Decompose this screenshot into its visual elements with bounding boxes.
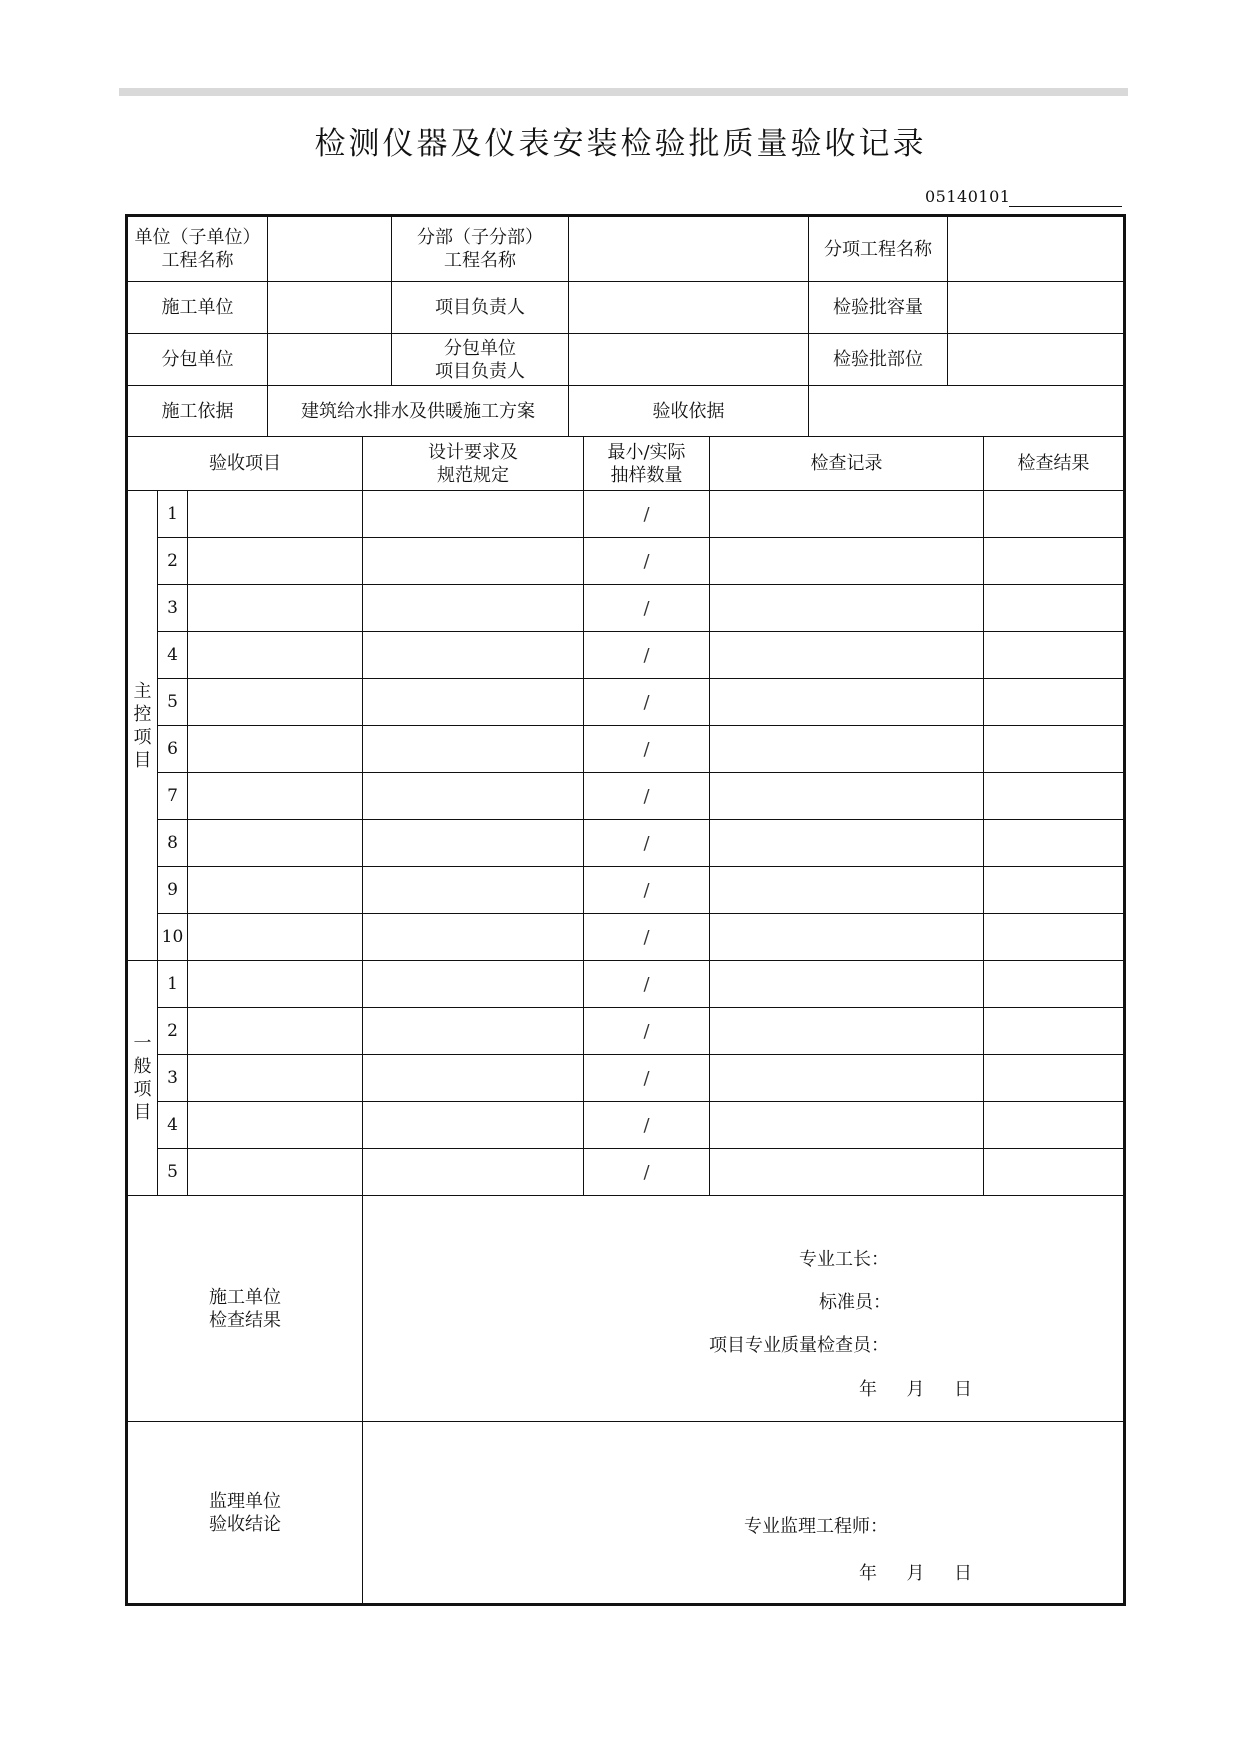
header-row-basis <box>127 386 1125 437</box>
division-label-line2: 工程名称 <box>444 250 517 271</box>
col-check-result: 检查结果 <box>984 437 1125 491</box>
check-result-cell[interactable] <box>984 632 1125 679</box>
item-name-cell[interactable] <box>188 773 363 820</box>
general-char: 项 <box>133 1079 152 1100</box>
check-result-cell[interactable] <box>984 1149 1125 1196</box>
check-result-cell[interactable] <box>984 961 1125 1008</box>
table-row <box>127 820 1125 867</box>
check-result-cell[interactable] <box>984 867 1125 914</box>
col-design-line2: 规范规定 <box>437 464 510 486</box>
sample-quantity-cell[interactable]: / <box>584 867 710 914</box>
top-decorative-bar <box>119 88 1128 96</box>
header-row-contractor <box>127 282 1125 334</box>
general-char: 目 <box>133 1102 152 1123</box>
main-control-char: 项 <box>133 726 152 748</box>
contractor-date <box>859 1378 972 1401</box>
design-requirement-cell[interactable] <box>363 1055 584 1102</box>
row-number: 9 <box>158 867 188 914</box>
row-number: 1 <box>158 491 188 538</box>
general-items-label <box>127 961 158 1196</box>
sample-quantity-cell[interactable]: / <box>584 1008 710 1055</box>
sample-quantity-cell[interactable]: / <box>584 773 710 820</box>
check-record-cell[interactable] <box>710 961 984 1008</box>
check-result-cell[interactable] <box>984 773 1125 820</box>
subcontractor-pm-field[interactable] <box>569 334 809 386</box>
project-manager-field[interactable] <box>569 282 809 334</box>
col-design-requirement <box>363 437 584 491</box>
col-sample-quantity <box>584 437 710 491</box>
acceptance-record-table <box>125 214 1126 1606</box>
design-requirement-cell[interactable] <box>363 1149 584 1196</box>
row-number: 5 <box>158 679 188 726</box>
row-number: 4 <box>158 632 188 679</box>
construction-basis-label: 施工依据 <box>127 386 268 437</box>
check-record-cell[interactable] <box>710 773 984 820</box>
design-requirement-cell[interactable] <box>363 961 584 1008</box>
item-name-cell[interactable] <box>188 491 363 538</box>
year-label: 年 <box>859 1563 878 1584</box>
item-name-cell[interactable] <box>188 1008 363 1055</box>
sample-quantity-cell[interactable]: / <box>584 961 710 1008</box>
row-number: 8 <box>158 820 188 867</box>
design-requirement-cell[interactable] <box>363 867 584 914</box>
table-row <box>127 1102 1125 1149</box>
contractor-check-label <box>127 1196 363 1422</box>
batch-capacity-label: 检验批容量 <box>809 282 948 334</box>
design-requirement-cell[interactable] <box>363 632 584 679</box>
table-row <box>127 632 1125 679</box>
contractor-field[interactable] <box>268 282 392 334</box>
acceptance-basis-field[interactable] <box>809 386 1125 437</box>
design-requirement-cell[interactable] <box>363 585 584 632</box>
check-record-cell[interactable] <box>710 726 984 773</box>
check-record-cell[interactable] <box>710 867 984 914</box>
check-result-cell[interactable] <box>984 914 1125 961</box>
check-record-cell[interactable] <box>710 679 984 726</box>
check-record-cell[interactable] <box>710 1055 984 1102</box>
item-name-cell[interactable] <box>188 961 363 1008</box>
subcontractor-label: 分包单位 <box>127 334 268 386</box>
design-requirement-cell[interactable] <box>363 773 584 820</box>
item-name-cell[interactable] <box>188 1149 363 1196</box>
sample-quantity-cell[interactable]: / <box>584 914 710 961</box>
unit-project-name-field[interactable] <box>268 216 392 282</box>
project-manager-label: 项目负责人 <box>392 282 569 334</box>
sample-quantity-cell[interactable]: / <box>584 1102 710 1149</box>
batch-capacity-field[interactable] <box>948 282 1125 334</box>
design-requirement-cell[interactable] <box>363 914 584 961</box>
contractor-check-signature-area[interactable] <box>363 1196 1125 1422</box>
sample-quantity-cell[interactable]: / <box>584 726 710 773</box>
subitem-name-label: 分项工程名称 <box>809 216 948 282</box>
row-number: 1 <box>158 961 188 1008</box>
design-requirement-cell[interactable] <box>363 1102 584 1149</box>
col-design-line1: 设计要求及 <box>428 441 519 463</box>
batch-location-field[interactable] <box>948 334 1125 386</box>
general-char: 般 <box>133 1056 152 1077</box>
month-label: 月 <box>906 1563 925 1584</box>
row-number: 2 <box>158 1008 188 1055</box>
check-result-cell[interactable] <box>984 1008 1125 1055</box>
standard-officer-label: 标准员： <box>819 1292 892 1313</box>
column-header-row <box>127 437 1125 491</box>
subitem-name-field[interactable] <box>948 216 1125 282</box>
subcontractor-pm-label <box>392 334 569 386</box>
main-control-items-label <box>127 491 158 961</box>
acceptance-basis-label: 验收依据 <box>569 386 809 437</box>
table-row <box>127 538 1125 585</box>
sample-quantity-cell[interactable]: / <box>584 820 710 867</box>
row-number: 6 <box>158 726 188 773</box>
sample-quantity-cell[interactable]: / <box>584 1055 710 1102</box>
contractor-label: 施工单位 <box>127 282 268 334</box>
check-result-cell[interactable] <box>984 679 1125 726</box>
subcontractor-field[interactable] <box>268 334 392 386</box>
table-row <box>127 773 1125 820</box>
table-row <box>127 585 1125 632</box>
sample-quantity-cell[interactable]: / <box>584 491 710 538</box>
item-name-cell[interactable] <box>188 914 363 961</box>
supervisor-label-line1: 监理单位 <box>209 1490 282 1512</box>
table-row <box>127 491 1125 538</box>
table-row <box>127 914 1125 961</box>
supervising-engineer-label: 专业监理工程师： <box>744 1516 889 1537</box>
header-row-subcontractor <box>127 334 1125 386</box>
page-title: 检测仪器及仪表安装检验批质量验收记录 <box>314 126 927 162</box>
division-project-name-label <box>392 216 569 282</box>
year-label: 年 <box>859 1379 878 1400</box>
col-check-record: 检查记录 <box>710 437 984 491</box>
check-result-cell[interactable] <box>984 726 1125 773</box>
check-record-cell[interactable] <box>710 538 984 585</box>
row-number: 4 <box>158 1102 188 1149</box>
design-requirement-cell[interactable] <box>363 538 584 585</box>
row-number: 10 <box>158 914 188 961</box>
supervisor-signature-area[interactable] <box>363 1422 1125 1605</box>
main-control-char: 控 <box>133 703 152 725</box>
item-name-cell[interactable] <box>188 538 363 585</box>
design-requirement-cell[interactable] <box>363 679 584 726</box>
check-record-cell[interactable] <box>710 1149 984 1196</box>
table-row <box>127 867 1125 914</box>
design-requirement-cell[interactable] <box>363 491 584 538</box>
check-result-cell[interactable] <box>984 538 1125 585</box>
sub-pm-label-line2: 项目负责人 <box>435 360 526 382</box>
check-record-cell[interactable] <box>710 914 984 961</box>
unit-label-line2: 工程名称 <box>161 250 234 271</box>
table-row <box>127 961 1125 1008</box>
check-result-cell[interactable] <box>984 585 1125 632</box>
form-code-underline <box>1009 206 1122 207</box>
day-label: 日 <box>953 1379 972 1400</box>
item-name-cell[interactable] <box>188 1102 363 1149</box>
general-char: 一 <box>133 1033 152 1054</box>
sample-quantity-cell[interactable]: / <box>584 585 710 632</box>
check-record-cell[interactable] <box>710 585 984 632</box>
table-row <box>127 1055 1125 1102</box>
check-result-cell[interactable] <box>984 1055 1125 1102</box>
check-record-cell[interactable] <box>710 820 984 867</box>
contractor-check-label-line1: 施工单位 <box>209 1286 282 1308</box>
check-record-cell[interactable] <box>710 1008 984 1055</box>
month-label: 月 <box>906 1379 925 1400</box>
col-acceptance-item: 验收项目 <box>127 437 363 491</box>
row-number: 7 <box>158 773 188 820</box>
col-sample-line2: 抽样数量 <box>610 464 683 486</box>
item-name-cell[interactable] <box>188 1055 363 1102</box>
division-label-line1: 分部（子分部） <box>417 227 544 248</box>
row-number: 3 <box>158 1055 188 1102</box>
batch-location-label: 检验批部位 <box>809 334 948 386</box>
sub-pm-label-line1: 分包单位 <box>444 337 517 359</box>
sample-quantity-cell[interactable]: / <box>584 679 710 726</box>
check-record-cell[interactable] <box>710 632 984 679</box>
table-row <box>127 1008 1125 1055</box>
table-row <box>127 679 1125 726</box>
header-row-project <box>127 216 1125 282</box>
item-name-cell[interactable] <box>188 632 363 679</box>
row-number: 2 <box>158 538 188 585</box>
table-row <box>127 726 1125 773</box>
foreman-label: 专业工长： <box>799 1249 890 1270</box>
construction-basis-value[interactable]: 建筑给水排水及供暖施工方案 <box>268 386 569 437</box>
main-control-char: 主 <box>133 680 152 702</box>
check-result-cell[interactable] <box>984 491 1125 538</box>
main-control-char: 目 <box>133 749 152 771</box>
design-requirement-cell[interactable] <box>363 820 584 867</box>
item-name-cell[interactable] <box>188 867 363 914</box>
sample-quantity-cell[interactable]: / <box>584 632 710 679</box>
row-number: 5 <box>158 1149 188 1196</box>
design-requirement-cell[interactable] <box>363 1008 584 1055</box>
sample-quantity-cell[interactable]: / <box>584 1149 710 1196</box>
item-name-cell[interactable] <box>188 585 363 632</box>
supervisor-label-line2: 验收结论 <box>209 1513 282 1535</box>
item-name-cell[interactable] <box>188 820 363 867</box>
check-record-cell[interactable] <box>710 1102 984 1149</box>
division-project-name-field[interactable] <box>569 216 809 282</box>
contractor-check-label-line2: 检查结果 <box>209 1309 282 1331</box>
check-record-cell[interactable] <box>710 491 984 538</box>
supervisor-conclusion-row <box>127 1422 1125 1605</box>
supervisor-date <box>859 1562 972 1585</box>
form-code: 05140101 <box>925 187 1011 206</box>
quality-inspector-label: 项目专业质量检查员： <box>709 1335 890 1356</box>
item-name-cell[interactable] <box>188 679 363 726</box>
day-label: 日 <box>953 1563 972 1584</box>
unit-label-line1: 单位（子单位） <box>134 227 261 248</box>
design-requirement-cell[interactable] <box>363 726 584 773</box>
check-result-cell[interactable] <box>984 820 1125 867</box>
item-name-cell[interactable] <box>188 726 363 773</box>
contractor-check-row <box>127 1196 1125 1422</box>
col-sample-line1: 最小/实际 <box>607 441 686 463</box>
unit-project-name-label <box>127 216 268 282</box>
sample-quantity-cell[interactable]: / <box>584 538 710 585</box>
check-result-cell[interactable] <box>984 1102 1125 1149</box>
supervisor-conclusion-label <box>127 1422 363 1605</box>
table-row <box>127 1149 1125 1196</box>
row-number: 3 <box>158 585 188 632</box>
